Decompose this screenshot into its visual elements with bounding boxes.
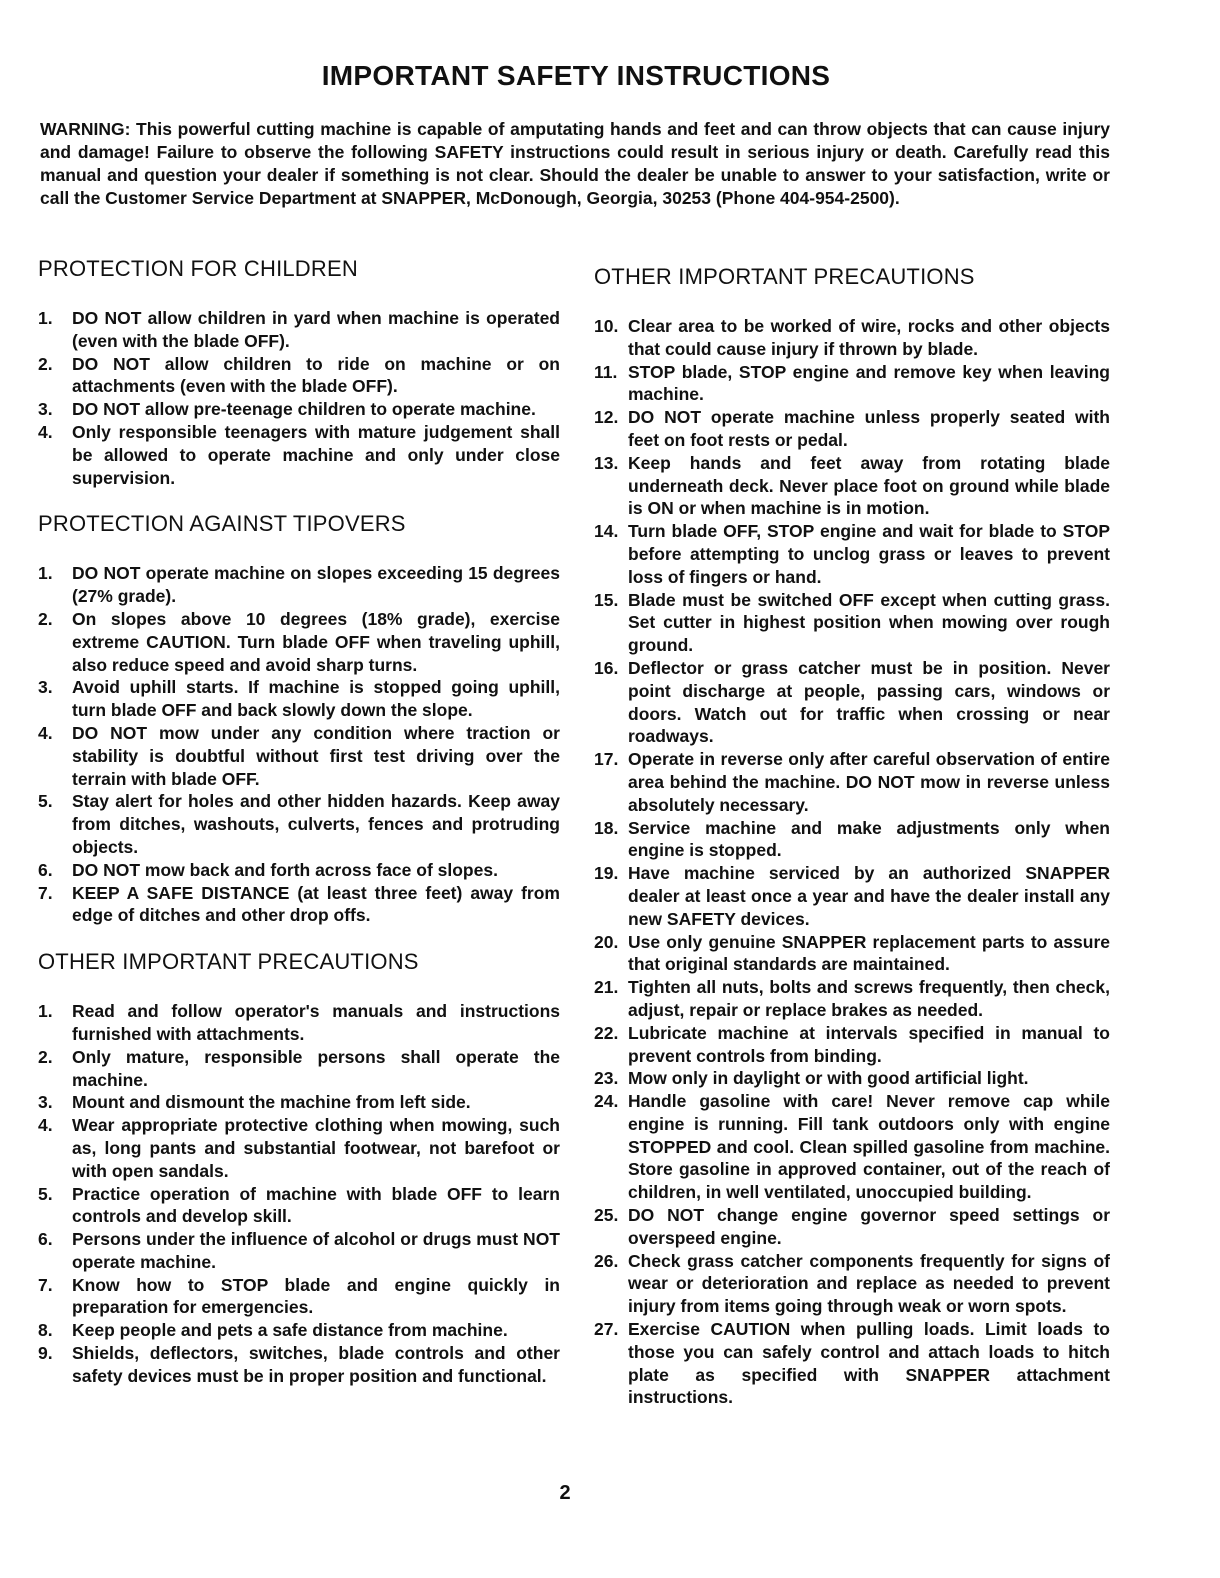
- item-text: Only responsible teenagers with mature judgement shall be allowed to operate machine and only under close supervision.: [72, 421, 560, 488]
- item-text: DO NOT allow children in yard when machine is operated (even with the blade OFF).: [72, 308, 560, 351]
- list-item: [38, 1228, 560, 1274]
- list-item: [38, 790, 560, 858]
- item-text: Exercise CAUTION when pulling loads. Limit loads to those you can safely control and attach loads to hitch plate as specified with SNAPPER attachment instructions.: [628, 1319, 1110, 1408]
- page-number: 2: [559, 1482, 571, 1504]
- item-number: 13.: [594, 452, 619, 473]
- item-text: Have machine serviced by an authorized SNAPPER dealer at least once a year and have the dealer install any new SAFETY devices.: [628, 863, 1110, 929]
- list-item: [38, 562, 560, 608]
- list-item: [38, 1114, 560, 1182]
- right-column: [594, 264, 1110, 1409]
- item-text: On slopes above 10 degrees (18% grade), exercise extreme CAUTION. Turn blade OFF when traveling uphill, also reduce speed and avoid sharp turns.: [72, 608, 560, 675]
- item-text: DO NOT change engine governor speed settings or overspeed engine.: [628, 1205, 1110, 1248]
- list-item: [38, 882, 560, 928]
- item-text: Service machine and make adjustments only when engine is stopped.: [628, 817, 1110, 861]
- item-number: 2.: [38, 608, 53, 629]
- item-number: 3.: [38, 677, 53, 698]
- precautions-right-heading: OTHER IMPORTANT PRECAUTIONS: [594, 264, 975, 289]
- list-item: [38, 307, 560, 353]
- list-item: [594, 1090, 1110, 1204]
- precautions-left-list: [38, 1000, 560, 1388]
- item-number: 4.: [38, 1115, 53, 1136]
- item-text: Use only genuine SNAPPER replacement parts to assure that original standards are maintained.: [628, 931, 1110, 975]
- item-text: KEEP A SAFE DISTANCE (at least three feet) away from edge of ditches and other drop offs.: [72, 882, 560, 926]
- item-text: Operate in reverse only after careful observation of entire area behind the machine. DO NOT mow in reverse unless absolutely necessary.: [628, 749, 1110, 815]
- item-text: Check grass catcher components frequently for signs of wear or deterioration and replace as needed to prevent injury from items going through weak or worn spots.: [628, 1250, 1110, 1317]
- list-item: [38, 1091, 560, 1114]
- item-text: DO NOT mow back and forth across face of slopes.: [72, 859, 498, 880]
- item-number: 20.: [594, 931, 619, 952]
- list-item: [594, 1318, 1110, 1409]
- item-text: Avoid uphill starts. If machine is stopped going uphill, turn blade OFF and back slowly down the slope.: [72, 677, 560, 721]
- precautions-right-list: [594, 315, 1110, 1409]
- list-item: [38, 1319, 560, 1342]
- item-text: Wear appropriate protective clothing when mowing, such as, long pants and substantial footwear, not barefoot or with open sandals.: [72, 1115, 560, 1181]
- precautions-right-section: [594, 264, 1110, 1409]
- item-number: 27.: [594, 1319, 619, 1340]
- list-item: [594, 315, 1110, 361]
- item-number: 4.: [38, 421, 53, 442]
- list-item: [38, 676, 560, 722]
- list-item: [594, 406, 1110, 452]
- item-text: Blade must be switched OFF except when cutting grass. Set cutter in highest position when mowing over rough ground.: [628, 589, 1110, 656]
- item-text: Only mature, responsible persons shall operate the machine.: [72, 1046, 560, 1090]
- list-item: [38, 859, 560, 882]
- item-number: 7.: [38, 1274, 53, 1295]
- item-text: Persons under the influence of alcohol or drugs must NOT operate machine.: [72, 1229, 560, 1272]
- item-text: Handle gasoline with care! Never remove cap while engine is running. Fill tank outdoors only with engine STOPPED and cool. Clean spilled gasoline from machine. Store gasoline in approved container, out of the reach of children, in well ventilated, unoccupied building.: [628, 1091, 1110, 1203]
- item-number: 6.: [38, 859, 53, 880]
- item-text: Practice operation of machine with blade OFF to learn controls and develop skill.: [72, 1183, 560, 1227]
- list-item: [594, 1250, 1110, 1318]
- item-number: 15.: [594, 589, 619, 610]
- item-text: Mow only in daylight or with good artificial light.: [628, 1068, 1029, 1089]
- left-column: [38, 256, 560, 1388]
- item-number: 17.: [594, 749, 619, 770]
- item-number: 8.: [38, 1320, 53, 1341]
- item-number: 21.: [594, 977, 619, 998]
- item-text: DO NOT operate machine on slopes exceeding 15 degrees (27% grade).: [72, 563, 560, 607]
- item-number: 5.: [38, 791, 53, 812]
- list-item: [38, 1046, 560, 1092]
- item-number: 26.: [594, 1250, 619, 1271]
- list-item: [594, 931, 1110, 977]
- item-number: 25.: [594, 1205, 619, 1226]
- item-number: 11.: [594, 361, 618, 382]
- item-number: 3.: [38, 399, 53, 420]
- list-item: [38, 1342, 560, 1388]
- item-text: Clear area to be worked of wire, rocks and other objects that could cause injury if thrown by blade.: [628, 316, 1110, 359]
- list-item: [38, 353, 560, 399]
- item-number: 7.: [38, 882, 53, 903]
- item-number: 10.: [594, 316, 619, 336]
- list-item: [594, 452, 1110, 520]
- list-item: [594, 520, 1110, 588]
- item-number: 24.: [594, 1091, 619, 1112]
- item-number: 3.: [38, 1092, 53, 1113]
- list-item: [38, 722, 560, 790]
- tipovers-list: [38, 562, 560, 927]
- list-item: [594, 862, 1110, 930]
- item-number: 23.: [594, 1068, 619, 1089]
- item-number: 1.: [38, 308, 53, 328]
- list-item: [38, 398, 560, 421]
- item-number: 4.: [38, 722, 53, 743]
- item-number: 19.: [594, 863, 619, 884]
- list-item: [38, 1183, 560, 1229]
- list-item: [38, 608, 560, 676]
- list-item: [594, 1067, 1110, 1090]
- item-text: DO NOT allow children to ride on machine or on attachments (even with the blade OFF).: [72, 353, 560, 397]
- list-item: [38, 421, 560, 489]
- precautions-left-heading: OTHER IMPORTANT PRECAUTIONS: [38, 949, 419, 975]
- item-text: Turn blade OFF, STOP engine and wait for blade to STOP before attempting to unclog grass or leaves to prevent loss of fingers or hand.: [628, 521, 1110, 587]
- list-item: [594, 589, 1110, 657]
- item-text: Read and follow operator's manuals and instructions furnished with attachments.: [72, 1001, 560, 1044]
- children-list: [38, 307, 560, 489]
- item-text: Deflector or grass catcher must be in position. Never point discharge at people, passing cars, windows or doors. Watch out for traffic when crossing or near roadways.: [628, 657, 1110, 747]
- item-text: Mount and dismount the machine from left side.: [72, 1092, 471, 1113]
- item-text: DO NOT mow under any condition where traction or stability is doubtful without first test driving over the terrain with blade OFF.: [72, 722, 560, 789]
- item-number: 2.: [38, 1046, 53, 1067]
- list-item: [594, 1204, 1110, 1250]
- item-number: 14.: [594, 521, 619, 542]
- item-text: Stay alert for holes and other hidden hazards. Keep away from ditches, washouts, culverts, fences and protruding objects.: [72, 791, 560, 857]
- list-item: [594, 976, 1110, 1022]
- children-section: [38, 256, 560, 489]
- children-heading: PROTECTION FOR CHILDREN: [38, 256, 358, 281]
- item-number: 12.: [594, 407, 619, 428]
- item-number: 1.: [38, 1001, 53, 1022]
- item-text: Keep hands and feet away from rotating blade underneath deck. Never place foot on ground while blade is ON or when machine is in motion.: [628, 452, 1110, 519]
- list-item: [38, 1000, 560, 1046]
- item-text: Keep people and pets a safe distance from machine.: [72, 1320, 508, 1341]
- item-number: 6.: [38, 1229, 53, 1250]
- item-number: 2.: [38, 353, 53, 374]
- item-text: Shields, deflectors, switches, blade controls and other safety devices must be in proper position and functional.: [72, 1343, 560, 1386]
- item-number: 5.: [38, 1183, 53, 1204]
- tipovers-section: [38, 511, 560, 927]
- tipovers-heading: PROTECTION AGAINST TIPOVERS: [38, 511, 406, 537]
- item-text: DO NOT allow pre-teenage children to operate machine.: [72, 399, 536, 420]
- item-number: 9.: [38, 1343, 53, 1364]
- list-item: [594, 748, 1110, 816]
- precautions-left-section: [38, 949, 560, 1388]
- list-item: [594, 657, 1110, 748]
- list-item: [38, 1274, 560, 1320]
- item-number: 1.: [38, 563, 53, 584]
- item-text: Tighten all nuts, bolts and screws frequently, then check, adjust, repair or replace brakes as needed.: [628, 977, 1110, 1020]
- item-number: 22.: [594, 1022, 619, 1043]
- page-title: IMPORTANT SAFETY INSTRUCTIONS: [321, 60, 831, 91]
- item-text: Lubricate machine at intervals specified in manual to prevent controls from binding.: [628, 1022, 1110, 1066]
- list-item: [594, 1022, 1110, 1068]
- item-text: DO NOT operate machine unless properly seated with feet on foot rests or pedal.: [628, 407, 1110, 450]
- item-text: Know how to STOP blade and engine quickly in preparation for emergencies.: [72, 1274, 560, 1318]
- warning-paragraph: WARNING: This powerful cutting machine is capable of amputating hands and feet and can throw objects that can cause injury and damage! Failure to observe the following SAFETY instructions could result in serious injury or death. Carefully read this manual and question your dealer if something is not clear. Should the dealer be unable to answer to your satisfaction, write or call the Customer Service Department at SNAPPER, McDonough, Georgia, 30253 (Phone 404-954-2500).: [40, 119, 1110, 208]
- list-item: [594, 361, 1110, 407]
- item-number: 18.: [594, 817, 619, 838]
- item-text: STOP blade, STOP engine and remove key when leaving machine.: [628, 361, 1110, 405]
- item-number: 16.: [594, 657, 619, 678]
- list-item: [594, 817, 1110, 863]
